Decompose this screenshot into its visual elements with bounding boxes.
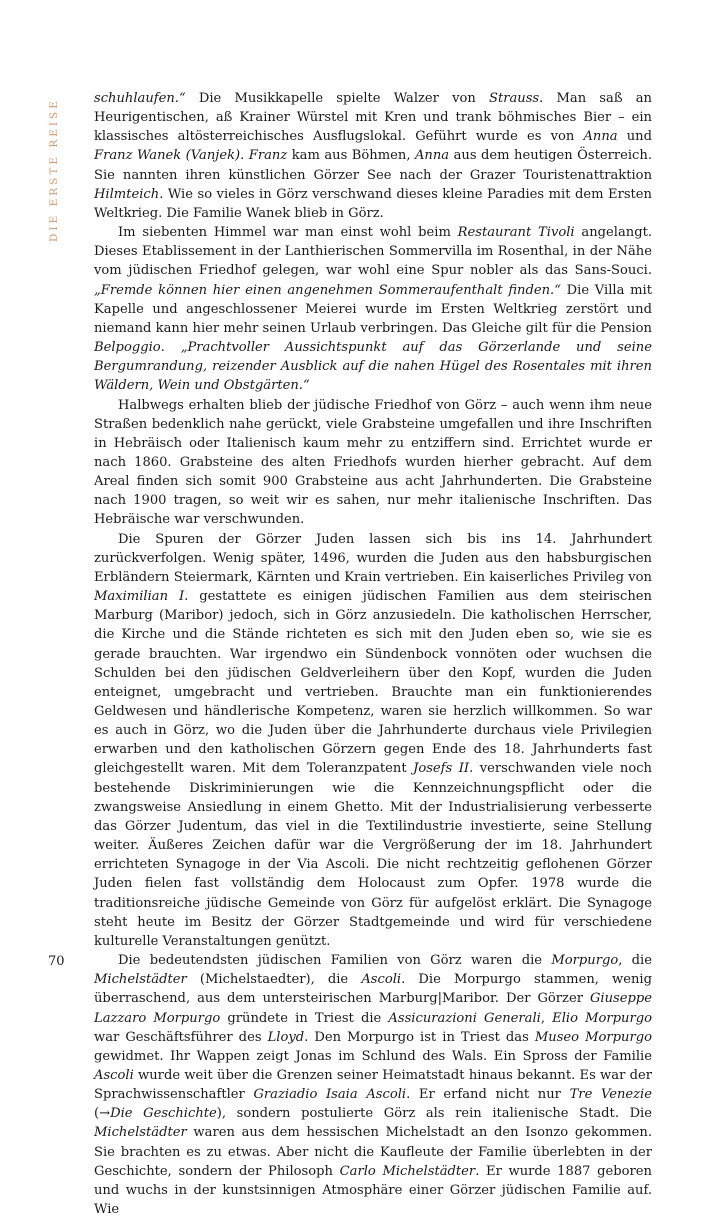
text-run: . bbox=[160, 340, 181, 356]
paragraph bbox=[94, 396, 652, 530]
italic-text: „Prachtvoller Aussichtspunkt auf das Görzerlande und seine Bergumrandung, reizender Ausblick auf die nahen Hügel des Rosentales mit ihren Wäldern, Wein und Obstgärten.“ bbox=[94, 340, 652, 394]
italic-text: Anna bbox=[583, 129, 618, 145]
text-run: waren aus dem hessischen Michelstadt an den Isonzo gekommen. Sie brachten es zu etwas. Aber nicht die Kaufleute der Familie überlebten in der Geschichte, sondern der Philosoph bbox=[94, 1125, 652, 1179]
italic-text: Lloyd bbox=[267, 1029, 305, 1045]
italic-text: „Fremde können hier einen angenehmen Sommeraufenthalt finden.“ bbox=[94, 282, 561, 298]
text-run: . Man saß an Heurigentischen, aß Krainer Würstel mit Kren und trank böhmisches Bier – ein klassisches altösterreichisches Ausflugslokal. Geführt wurde es von bbox=[94, 91, 652, 145]
text-run: . Die Morpurgo stammen, wenig überraschend, aus dem untersteirischen Marburg|Maribor. Der Görzer bbox=[94, 972, 652, 1007]
italic-text: Hilmteich bbox=[94, 186, 160, 202]
italic-text: Anna bbox=[414, 148, 450, 164]
text-run: gewidmet. Ihr Wappen zeigt Jonas im Schlund des Wals. Ein Spross der Familie bbox=[94, 1048, 652, 1064]
text-run: aus dem heutigen Österreich. Sie nannten ihren künstlichen Görzer See nach der Grazer Touristenattraktion bbox=[94, 148, 652, 183]
text-run: , bbox=[540, 1010, 553, 1026]
italic-text: Josefs II. bbox=[413, 761, 474, 777]
italic-text: Elio Morpurgo bbox=[552, 1010, 653, 1026]
italic-text: Giuseppe Lazzaro Morpurgo bbox=[94, 991, 652, 1026]
text-run: . Den Morpurgo ist in Triest das bbox=[304, 1029, 535, 1045]
italic-text: Assicurazioni Generali bbox=[388, 1010, 541, 1026]
text-run: . Wie so vieles in Görz verschwand dieses kleine Paradies mit dem Ersten Weltkrieg. Die Familie Wanek blieb in Görz. bbox=[94, 186, 652, 221]
italic-text: Ascoli bbox=[361, 972, 402, 988]
text-run: wurde weit über die Grenzen seiner Heimatstadt hinaus bekannt. Es war der Sprachwissenschaftler bbox=[94, 1067, 652, 1103]
italic-text: Strauss bbox=[488, 91, 540, 106]
italic-text: Maximilian I. bbox=[94, 589, 189, 605]
text-run: Halbwegs erhalten blieb der jüdische Friedhof von Görz – auch wenn ihm neue Straßen bedenklich nahe gerückt, viele Grabsteine umgefallen und ihre Inschriften in Hebräisch oder Italienisch kaum mehr zu entziffern sind. Errichtet wurde er nach 1860. Grabsteine des alten Friedhofs wurden hierher gebracht. Auf dem Areal finden sich somit 900 Grabsteine aus acht Jahrhunderten. Die Grabsteine nach 1900 tragen, so weit wir es sahen, nur mehr italienische Inschriften. Das Hebräische war verschwunden. bbox=[94, 397, 652, 528]
italic-text: Morpurgo bbox=[551, 953, 619, 969]
text-run: angelangt. Dieses Etablissement in der Lanthierischen Sommervilla im Rosenthal, in der Nähe vom jüdischen Friedhof gelegen, war wohl eine Spur nobler als das Sans-Souci. bbox=[94, 225, 652, 279]
text-run: gründete in Triest die bbox=[220, 1010, 389, 1026]
text-run: kam aus Böhmen, bbox=[287, 148, 415, 164]
text-run: (→ bbox=[94, 1106, 111, 1122]
italic-text: Belpoggio bbox=[94, 340, 161, 356]
italic-text: Restaurant Tivoli bbox=[457, 225, 575, 241]
paragraph bbox=[94, 89, 652, 223]
italic-text: Franz Wanek (Vanjek) bbox=[94, 148, 241, 164]
italic-text: Franz bbox=[248, 148, 288, 164]
paragraph bbox=[94, 951, 652, 1219]
body-text bbox=[94, 89, 652, 1219]
italic-text: Carlo Michelstädter bbox=[339, 1163, 476, 1179]
text-run: . bbox=[240, 148, 249, 164]
paragraph bbox=[94, 530, 652, 951]
paragraph bbox=[94, 223, 652, 395]
text-run: Die Villa mit Kapelle und angeschlossener Meierei wurde im Ersten Weltkrieg zerstört und niemand kann hier mehr seinen Urlaub verbringen. Das Gleiche gilt für die Pension bbox=[94, 282, 652, 336]
text-run: Die Musikkapelle spielte Walzer von bbox=[185, 91, 489, 106]
text-run: Die Spuren der Görzer Juden lassen sich bis ins 14. Jahrhundert zurückverfolgen. Wenig später, 1496, wurden die Juden aus den habsburgischen Erbländern Steiermark, Kärnten und Krain vertrieben. Ein kaiserliches Privileg von bbox=[94, 531, 652, 585]
italic-text: Museo Morpurgo bbox=[534, 1029, 652, 1045]
running-head: DIE ERSTE REISE bbox=[48, 98, 60, 242]
text-run: Im siebenten Himmel war man einst wohl beim bbox=[118, 225, 458, 241]
italic-text: Die Geschichte bbox=[110, 1106, 217, 1122]
text-run: und bbox=[617, 129, 652, 145]
text-run: . Er erfand nicht nur bbox=[406, 1087, 570, 1103]
text-run: ), sondern postulierte Görz als rein italienische Stadt. Die bbox=[216, 1106, 652, 1122]
text-run: verschwanden viele noch bestehende Diskriminierungen wie die Kennzeichnungspflicht oder die zwangsweise Ansiedlung in einem Ghetto. Mit der Industrialisierung verbesserte das Görzer Judentum, das viel in die Textilindustrie investierte, seine Stellung weiter. Äußeres Zeichen dafür war die Vergrößerung der im 18. Jahrhundert errichteten Synagoge in der Via Ascoli. Die nicht rechtzeitig geflohenen Görzer Juden fielen fast vollständig dem Holocaust zum Opfer. 1978 wurde die traditionsreiche jüdische Gemeinde von Görz für aufgelöst erklärt. Die Synagoge steht heute im Besitz der Görzer Stadtgemeinde und wird für verschiedene kulturelle Veranstaltungen genützt. bbox=[94, 761, 652, 949]
text-run: war Geschäftsführer des bbox=[94, 1029, 268, 1045]
text-run: . Er wurde 1887 geboren und wuchs in der kunstsinnigen Atmosphäre einer Görzer jüdischen Familie auf. Wie bbox=[94, 1163, 652, 1218]
italic-text: schuhlaufen.“ bbox=[94, 91, 186, 106]
text-run: , die bbox=[618, 953, 652, 969]
italic-text: Michelstädter bbox=[94, 972, 187, 988]
page-number: 70 bbox=[48, 954, 65, 969]
text-run: (Michelstaedter), die bbox=[186, 972, 362, 988]
text-run: gestattete es einigen jüdischen Familien aus dem steirischen Marburg (Maribor) jedoch, sich in Görz anzusiedeln. Die katholischen Herrscher, die Kirche und die Stände richteten es sich mit den Juden eben so, wie sie es gerade brauchten. War irgendwo ein Sündenbock vonnöten oder wuchsen die Schulden bei den jüdischen Geldverleihern über den Kopf, wurden die Juden enteignet, umgebracht und vertrieben. Brauchte man ein funktionierendes Geldwesen und händlerische Kompetenz, waren sie herzlich willkommen. So war es auch in Görz, wo die Juden über die Jahrhunderte durchaus viele Privilegien erwarben und den katholischen Görzern gegen Ende des 18. Jahrhunderts fast gleichgestellt waren. Mit dem Toleranzpatent bbox=[94, 589, 652, 777]
italic-text: Ascoli bbox=[94, 1067, 134, 1083]
italic-text: Graziadio Isaia Ascoli bbox=[253, 1087, 407, 1103]
italic-text: Michelstädter bbox=[94, 1125, 187, 1141]
italic-text: Tre Venezie bbox=[569, 1087, 652, 1103]
text-run: Die bedeutendsten jüdischen Familien von Görz waren die bbox=[118, 953, 552, 969]
